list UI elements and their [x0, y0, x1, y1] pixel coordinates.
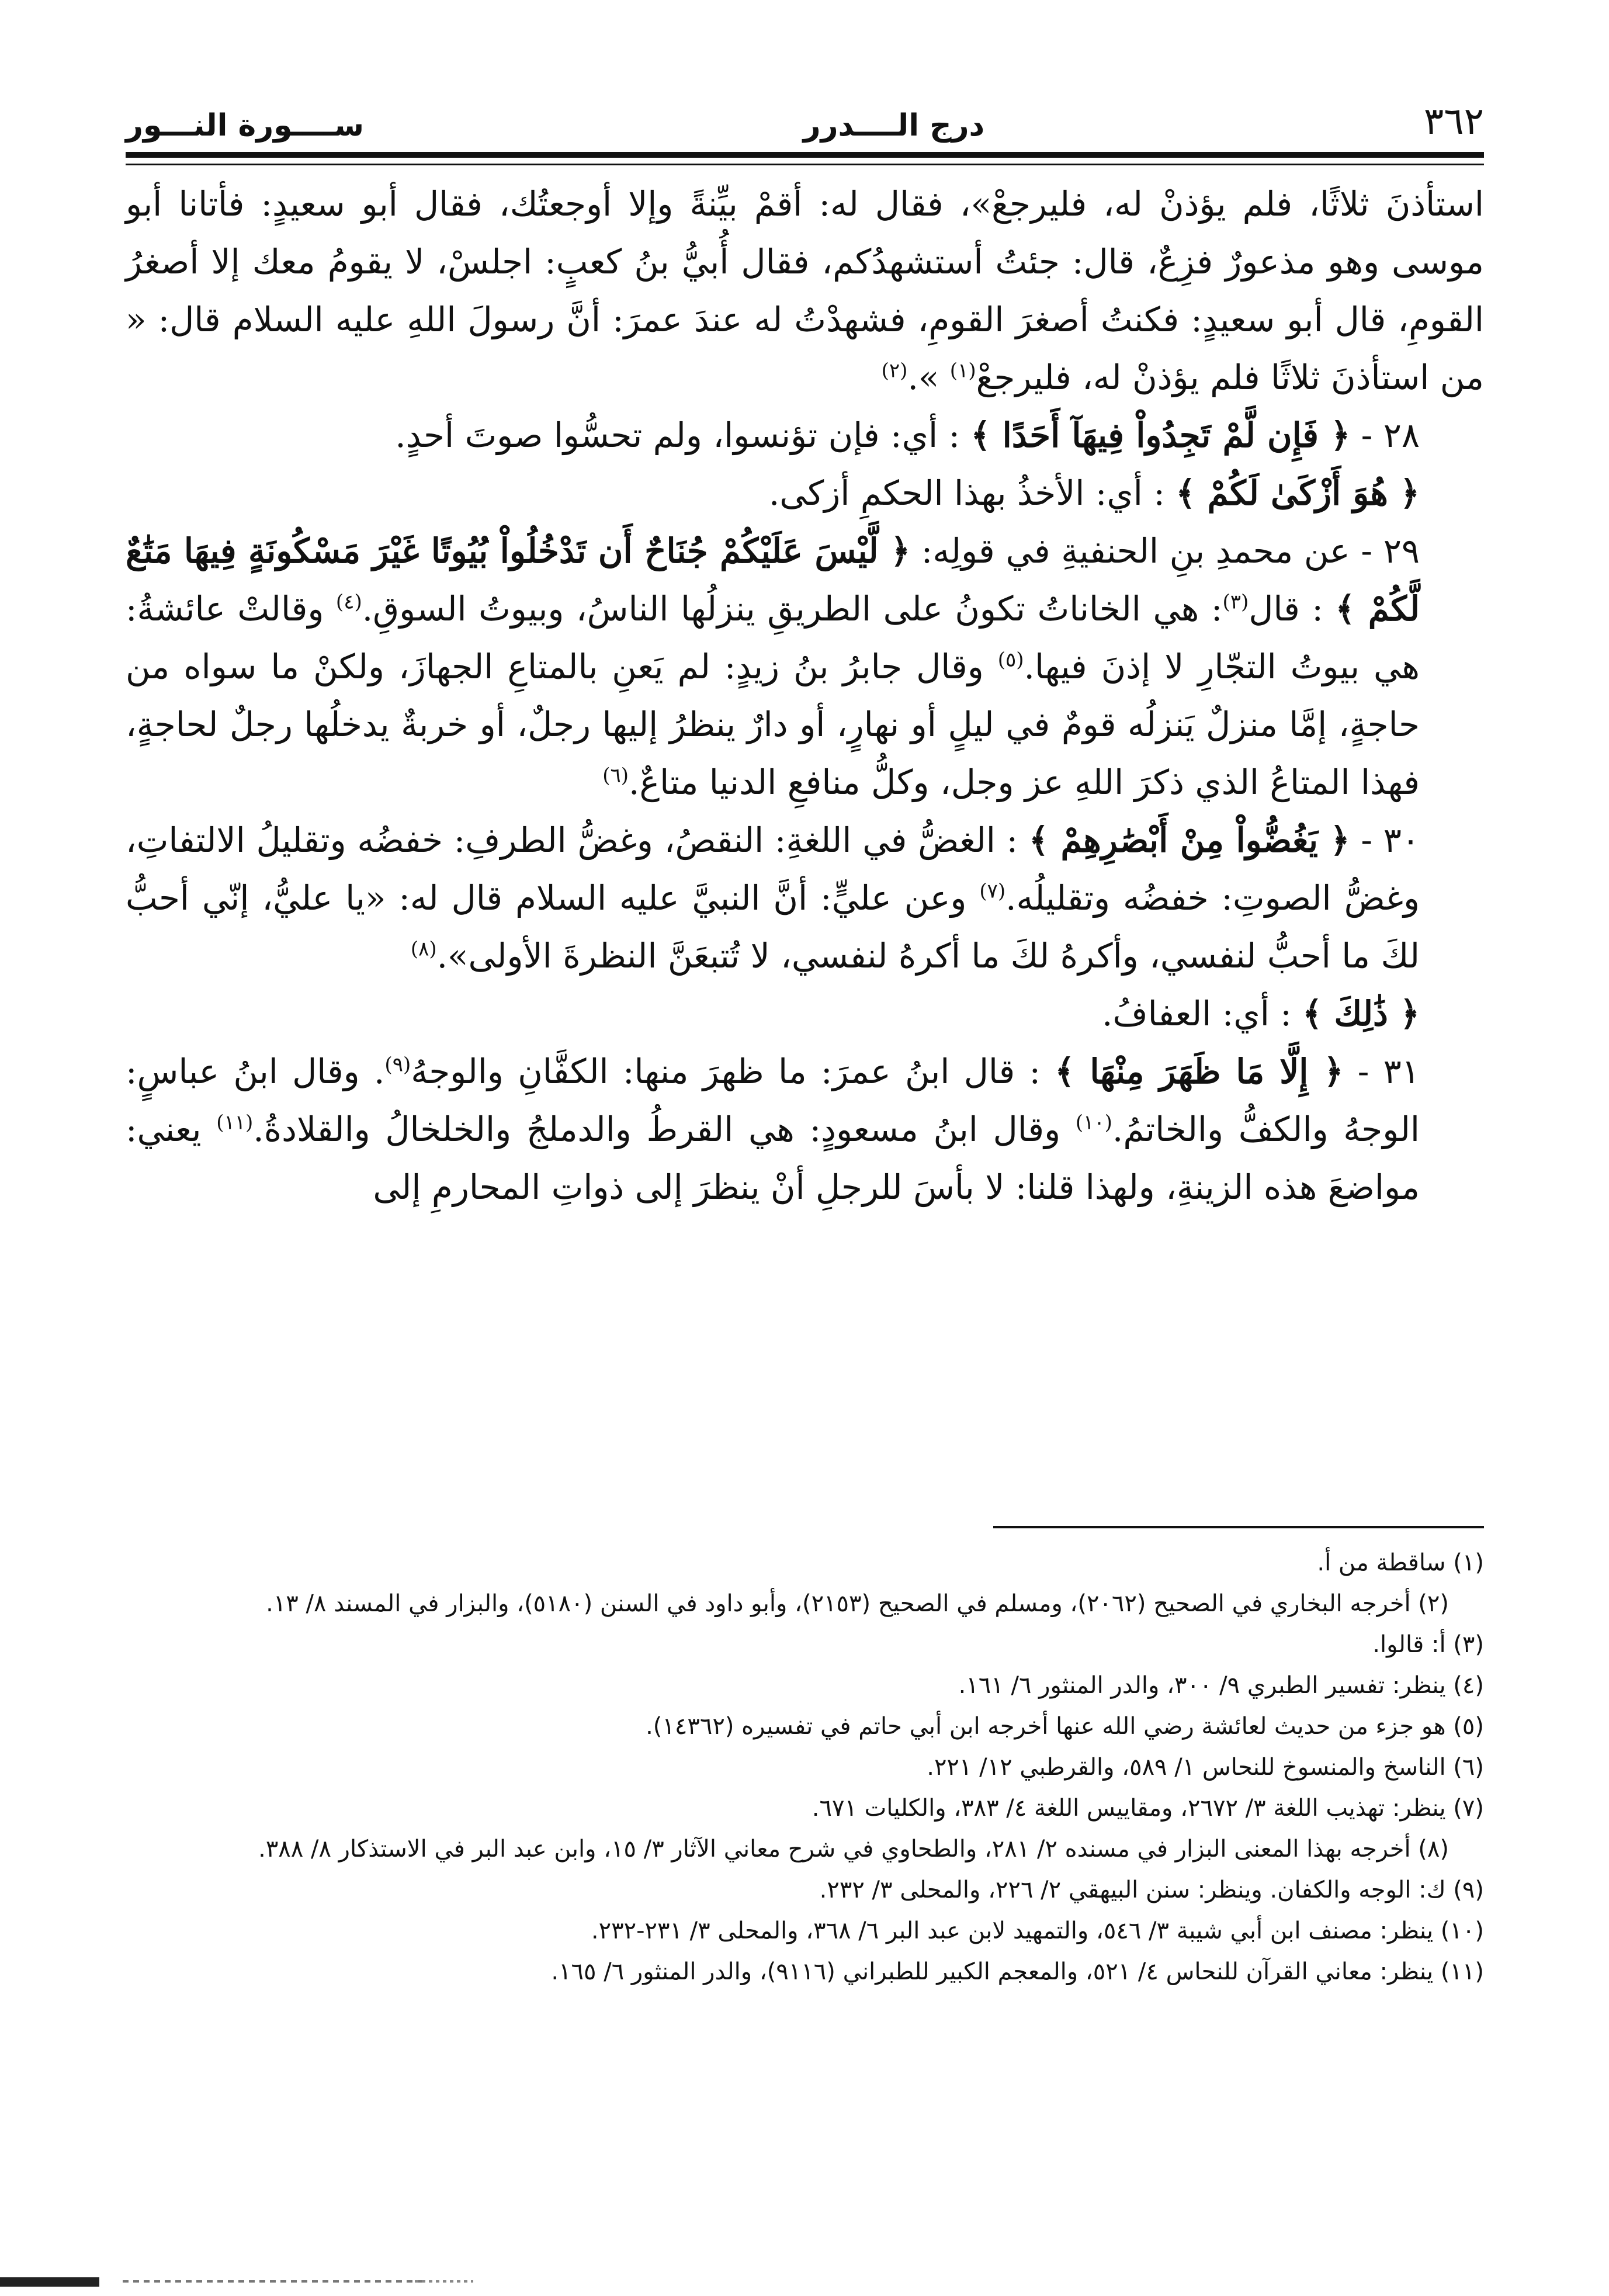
footnote-11: (١١) ينظر: معاني القرآن للنحاس ٤/ ٥٢١، والمعجم الكبير للطبراني (٩١١٦)، والدر المنثور ٦/ ١٦٥. [551, 1958, 1484, 1985]
footnote-ref: (١٠) [1075, 1111, 1112, 1135]
book-title: درج الــــدرر [803, 108, 985, 143]
main-text [126, 175, 1484, 1490]
footnote-6: (٦) الناسخ والمنسوخ للنحاس ١/ ٥٨٩، والقرطبي ١٢/ ٢٢١. [927, 1754, 1484, 1781]
verse-number: ٢٨ - [1350, 415, 1420, 455]
footnote-separator [993, 1526, 1484, 1528]
footnote-4: (٤) ينظر: تفسير الطبري ٩/ ٣٠٠، والدر المنثور ٦/ ١٦١. [958, 1672, 1484, 1699]
page-number: ٣٦٢ [1423, 100, 1484, 143]
surah-title: ســــورة النـــور [126, 108, 365, 143]
verse-number: ٢٩ - [1350, 531, 1420, 571]
verse-30: ٣٠ - ﴿ يَغُضُّواْ مِنْ أَبْصَٰرِهِمْ ﴾ : الغضُّ في اللغةِ: النقصُ، وغضُّ الطرفِ: خفضُه وتقليلُ الالتفاتِ، وغضُّ الصوتِ: خفضُه وتقليلُه.$^{(٧)}$ وعن عليٍّ: أنَّ النبيَّ عليه السلام قال له: «يا عليُّ، إنّي أحبُّ لكَ ما أحبُّ لنفسي، وأكرهُ لكَ ما أكرهُ لنفسي، لا تُتبعَنَّ النظرةَ الأولى».$^{(٨)}$ [126, 820, 1420, 976]
scan-dash-mark [123, 2280, 426, 2283]
footnote-ref: (٣) [1222, 590, 1249, 614]
footnote-3: (٣) أ: قالوا. [1372, 1631, 1484, 1658]
scan-edge-mark [0, 2277, 99, 2287]
footnote-7: (٧) ينظر: تهذيب اللغة ٣/ ٢٦٧٢، ومقاييس اللغة ٤/ ٣٨٣، والكليات ٦٧١. [812, 1795, 1484, 1822]
footnote-ref: (٨) [410, 937, 437, 961]
verse-28-part-2: ﴿ هُوَ أَزْكَىٰ لَكُمْ ﴾ : أي: الأخذُ بهذا الحكمِ أزكى. [768, 473, 1420, 513]
footnote-ref: (٥) [997, 648, 1024, 672]
footnote-9: (٩) ك: الوجه والكفان. وينظر: سنن البيهقي ٢/ ٢٢٦، والمحلى ٣/ ٢٣٢. [819, 1877, 1484, 1903]
footnotes [140, 1542, 1484, 1992]
footnote-ref: (١١) [216, 1111, 254, 1135]
paragraph-hadith: استأذنَ ثلاثًا، فلم يؤذنْ له، فليرجعْ»، فقال له: أقمْ بيِّنةً وإلا أوجعتُك، فقال أبو سعيدٍ: فأتانا أبو موسى وهو مذعورٌ فزِعٌ، قال: جئتُ أستشهدُكم، فقال أُبيُّ بنُ كعبٍ: اجلسْ، لا يقومُ معك إلا أصغرُ القومِ، قال أبو سعيدٍ: فكنتُ أصغرَ القومِ، فشهدْتُ له عندَ عمرَ: أنَّ رسولَ اللهِ عليه السلام قال: « من استأذنَ ثلاثًا فلم يؤذنْ له، فليرجعْ$^{(١)}$ ».$^{(٢)}$ [126, 184, 1484, 397]
footnote-2: (٢) أخرجه البخاري في الصحيح (٢٠٦٢)، ومسلم في الصحيح (٢١٥٣)، وأبو داود في السنن (٥١٨٠)، والبزار في المسند ٨/ ١٣. [266, 1590, 1449, 1617]
header-rule-thin [126, 164, 1484, 165]
footnote-ref: (٤) [335, 590, 362, 614]
verse-28: ٢٨ - ﴿ فَإِن لَّمْ تَجِدُواْ فِيهَآ أَحَدًا ﴾ : أي: فإن تؤنسوا، ولم تحسُّوا صوتَ أحدٍ. [395, 415, 1420, 455]
quran-quote: ﴿ إِلَّا مَا ظَهَرَ مِنْهَا ﴾ [1055, 1052, 1344, 1091]
footnote-5: (٥) هو جزء من حديث لعائشة رضي الله عنها أخرجه ابن أبي حاتم في تفسيره (١٤٣٦٢). [646, 1713, 1484, 1740]
quran-quote: ﴿ فَإِن لَّمْ تَجِدُواْ فِيهَآ أَحَدًا ﴾ [970, 415, 1351, 455]
header-rule-thick [126, 152, 1484, 158]
footnote-ref: (١) [949, 359, 976, 383]
quran-quote: ﴿ يَغُضُّواْ مِنْ أَبْصَٰرِهِمْ ﴾ [1029, 820, 1350, 860]
running-header [126, 88, 1484, 143]
footnote-ref: (٢) [881, 359, 908, 383]
footnote-10: (١٠) ينظر: مصنف ابن أبي شيبة ٣/ ٥٤٦، والتمهيد لابن عبد البر ٦/ ٣٦٨، والمحلى ٣/ ٢٣١-٢٣٢. [591, 1917, 1484, 1944]
footnote-ref: (٧) [979, 879, 1006, 903]
footnote-ref: (٦) [602, 764, 629, 788]
verse-number: ٣١ - [1343, 1052, 1420, 1091]
footnote-ref: (٩) [384, 1053, 411, 1077]
quran-quote: ﴿ هُوَ أَزْكَىٰ لَكُمْ ﴾ [1175, 473, 1420, 513]
footnote-8: (٨) أخرجه بهذا المعنى البزار في مسنده ٢/ ٢٨١، والطحاوي في شرح معاني الآثار ٣/ ١٥، وابن عبد البر في الاستذكار ٨/ ٣٨٨. [258, 1836, 1449, 1863]
footnote-1: (١) ساقطة من أ. [1317, 1549, 1484, 1576]
verse-31: ٣١ - ﴿ إِلَّا مَا ظَهَرَ مِنْهَا ﴾ : قال ابنُ عمرَ: ما ظهرَ منها: الكفَّانِ والوجهُ$^{(٩)}$. وقال ابنُ عباسٍ: الوجهُ والكفُّ والخاتمُ.$^{(١٠)}$ وقال ابنُ مسعودٍ: هي القرطُ والدملجُ والخلخالُ والقلادةُ.$^{(١١)}$ يعني: مواضعَ هذه الزينةِ، ولهذا قلنا: لا بأسَ للرجلِ أنْ ينظرَ إلى ذواتِ المحارمِ إلى [126, 1052, 1420, 1207]
verse-number: ٣٠ - [1350, 820, 1420, 860]
verse-29: ٢٩ - عن محمدِ بنِ الحنفيةِ في قولِه: ﴿ لَّيْسَ عَلَيْكُمْ جُنَاحٌ أَن تَدْخُلُواْ بُيُوتًا غَيْرَ مَسْكُونَةٍ فِيهَا مَتَٰعٌ لَّكُمْ ﴾ : قال$^{(٣)}$: هي الخاناتُ تكونُ على الطريقِ ينزلُها الناسُ، وبيوتُ السوقِ.$^{(٤)}$ وقالتْ عائشةُ: هي بيوتُ التجّارِ لا إذنَ فيها.$^{(٥)}$ وقال جابرُ بنُ زيدٍ: لم يَعنِ بالمتاعِ الجهازَ، ولكنْ ما سواه من حاجةٍ، إمَّا منزلٌ يَنزلُه قومٌ في ليلٍ أو نهارٍ، أو دارٌ ينظرُ إليها رجلٌ، أو خربةٌ يدخلُها رجلٌ لحاجةٍ، فهذا المتاعُ الذي ذكرَ اللهِ عز وجل، وكلُّ منافعِ الدنيا متاعٌ.$^{(٦)}$ [126, 531, 1420, 802]
quran-quote: ﴿ لَّيْسَ عَلَيْكُمْ جُنَاحٌ أَن تَدْخُلُواْ بُيُوتًا غَيْرَ مَسْكُونَةٍ فِيهَا مَتَٰعٌ لَّكُمْ ﴾ [126, 531, 1420, 629]
quran-quote: ﴿ ذَٰلِكَ ﴾ [1302, 994, 1420, 1033]
scan-dash-mark [415, 2280, 473, 2283]
verse-30-part-2: ﴿ ذَٰلِكَ ﴾ : أي: العفافُ. [1102, 994, 1420, 1033]
